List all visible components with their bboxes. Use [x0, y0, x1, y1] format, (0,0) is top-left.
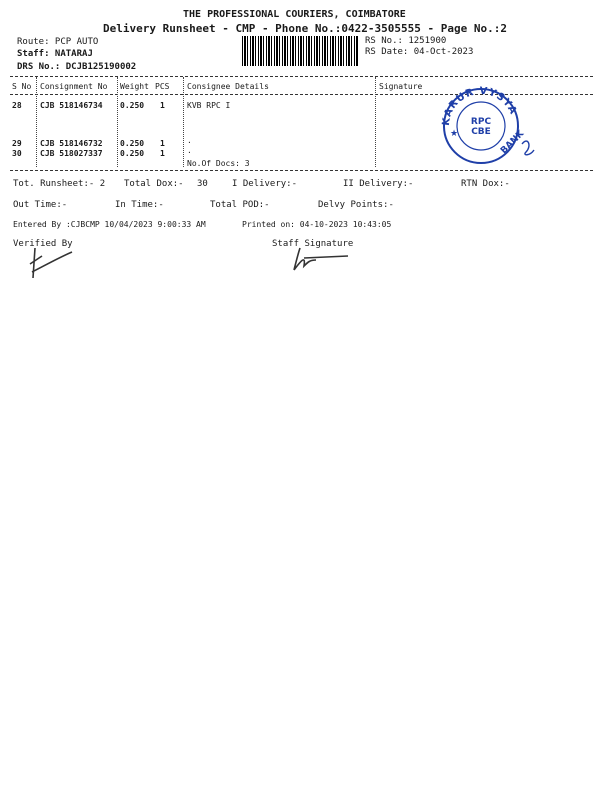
stamp-top-text: KARUR VYSYA — [440, 86, 519, 127]
col-header-consignment: Consignment No — [40, 82, 108, 91]
verifier-signature — [26, 244, 76, 284]
row-weight: 0.250 — [120, 149, 145, 158]
row-consignee: . — [187, 136, 192, 145]
col-header-consignee: Consignee Details — [187, 82, 269, 91]
rs-number: RS No.: 1251900 — [365, 36, 447, 46]
total-dox-value: 30 — [197, 179, 208, 189]
stamp-star-icon: ★ — [450, 129, 459, 139]
total-pod: Total POD:- — [210, 200, 270, 210]
staff-signature — [290, 246, 352, 274]
staff-signature-label: Staff Signature — [272, 239, 354, 249]
row-consignee: KVB RPC I — [187, 101, 231, 110]
no-of-docs: No.Of Docs: 3 — [187, 159, 250, 168]
col-header-weight: Weight — [120, 82, 149, 91]
stamp-center-cbe: CBE — [471, 127, 491, 137]
col-divider — [375, 77, 376, 167]
stamp-bottom-text: BANK — [499, 129, 527, 157]
row-consignment: CJB 518146734 — [40, 101, 103, 110]
table-top-rule — [10, 76, 593, 77]
col-header-signature: Signature — [379, 82, 423, 91]
rtn-dox: RTN Dox:- — [461, 179, 510, 189]
row-pcs: 1 — [160, 139, 165, 148]
company-title: THE PROFESSIONAL COURIERS, COIMBATORE — [183, 9, 406, 20]
col-divider — [36, 77, 37, 167]
row-sno: 30 — [12, 149, 22, 158]
row-pcs: 1 — [160, 101, 165, 110]
col-header-pcs: PCS — [155, 82, 170, 91]
row-consignment: CJB 518027337 — [40, 149, 103, 158]
row-consignee: . — [187, 146, 192, 155]
entered-by: Entered By :CJBCMP 10/04/2023 9:00:33 AM — [13, 220, 206, 229]
row-pcs: 1 — [160, 149, 165, 158]
table-bottom-rule — [10, 170, 593, 171]
row-sno: 29 — [12, 139, 22, 148]
ii-delivery: II Delivery:- — [343, 179, 414, 189]
in-time: In Time:- — [115, 200, 164, 210]
drs-number: DRS No.: DCJB125190002 — [17, 62, 137, 72]
barcode — [242, 36, 358, 66]
runsheet-subtitle: Delivery Runsheet - CMP - Phone No.:0422-3505555 - Page No.:2 — [103, 22, 507, 35]
delvy-points: Delvy Points:- — [318, 200, 394, 210]
tot-runsheet: Tot. Runsheet:- 2 — [13, 179, 106, 189]
stamp-center-rpc: RPC — [470, 117, 492, 127]
row-sno: 28 — [12, 101, 22, 110]
i-delivery: I Delivery:- — [232, 179, 298, 189]
bank-stamp — [436, 86, 536, 168]
route-label: Route: PCP AUTO — [17, 37, 99, 47]
total-dox-label: Total Dox:- — [124, 179, 184, 189]
row-weight: 0.250 — [120, 139, 145, 148]
printed-on: Printed on: 04-10-2023 10:43:05 — [242, 220, 392, 229]
out-time: Out Time:- — [13, 200, 68, 210]
staff-label: Staff: NATARAJ — [17, 49, 93, 59]
verified-by-label: Verified By — [13, 239, 73, 249]
col-header-sno: S No — [12, 82, 32, 91]
row-consignment: CJB 518146732 — [40, 139, 103, 148]
stamp-initial-signature — [522, 141, 534, 155]
row-weight: 0.250 — [120, 101, 145, 110]
rs-date: RS Date: 04-Oct-2023 — [365, 47, 474, 57]
col-divider — [183, 77, 184, 167]
col-divider — [117, 77, 118, 167]
